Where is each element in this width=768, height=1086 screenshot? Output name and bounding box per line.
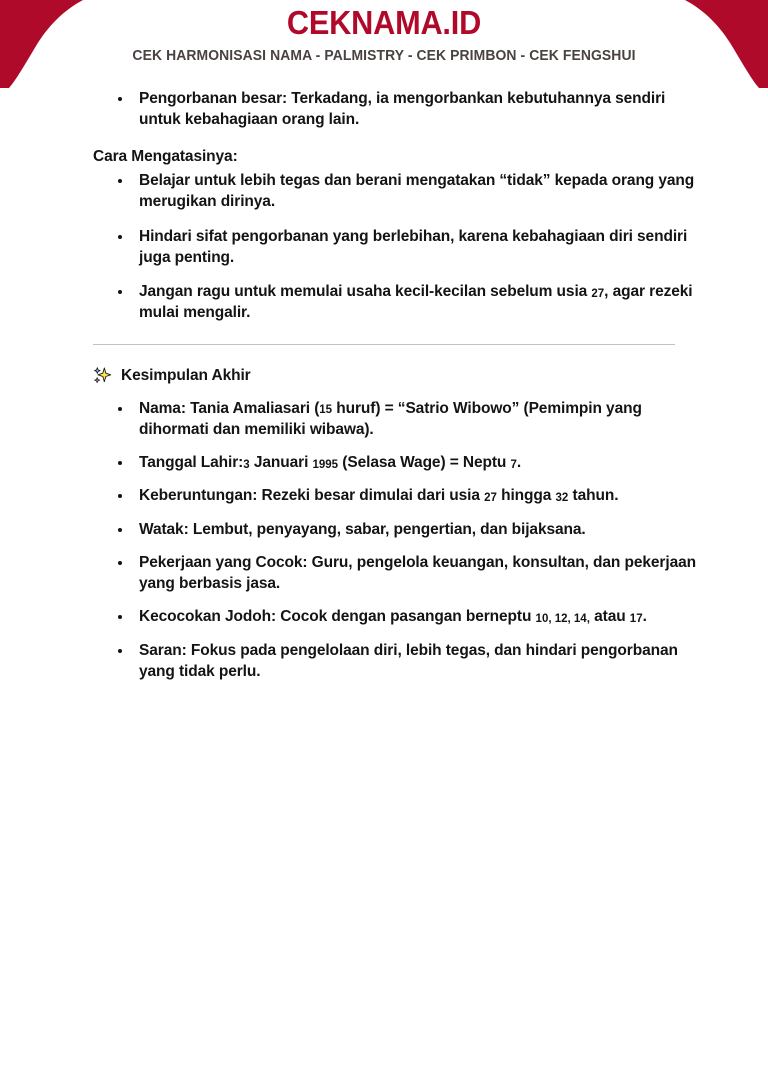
jodoh-text-mid: atau [589, 608, 630, 626]
list-item: Pengorbanan besar: Terkadang, ia mengorbankan kebutuhannya sendiri untuk kebahagiaan orang lain. [93, 88, 700, 130]
section-divider [93, 344, 675, 345]
jangan-ragu-before: Jangan ragu untuk memulai usaha kecil-kecilan sebelum usia [139, 283, 592, 301]
usia-value: 27 [591, 287, 605, 300]
list-item-tanggal-lahir [93, 452, 700, 473]
list-item-keberuntungan [93, 485, 700, 506]
jangan-ragu-after: , agar rezeki mulai mengalir. [139, 283, 693, 322]
saran-label: Saran: [139, 641, 187, 659]
saran-value: Fokus pada pengelolaan diri, lebih tegas, dan hindari pengorbanan yang tidak perlu. [139, 641, 678, 680]
pekerjaan-value: Guru, pengelola keuangan, konsultan, dan pekerjaan yang berbasis jasa. [139, 553, 696, 593]
keberuntungan-text-mid: hingga [496, 487, 556, 505]
paren-open: ( [314, 399, 320, 417]
top-bullet-list [93, 88, 700, 130]
tanggal-lahir-year: 1995 [312, 458, 339, 471]
huruf-count: 15 [319, 404, 333, 417]
list-item [93, 281, 700, 323]
list-item-jodoh [93, 606, 700, 627]
watak-value: Lembut, penyayang, sabar, pengertian, dan bijaksana. [188, 520, 586, 538]
tanggal-lahir-pasaran: (Selasa Wage) = Neptu [338, 454, 511, 472]
list-item: Hindari sifat pengorbanan yang berlebihan, karena kebahagiaan diri sendiri juga penting. [93, 226, 700, 268]
conclusion-heading [93, 366, 700, 386]
watak-label: Watak: [139, 520, 189, 538]
page-content [0, 88, 768, 682]
keberuntungan-text-after: tahun. [568, 487, 619, 505]
list-item-pekerjaan [93, 552, 700, 594]
cara-mengatasinya-list [93, 170, 700, 323]
nama-value: Tania Amaliasari [185, 399, 315, 417]
tanggal-lahir-day: 3 [243, 458, 250, 471]
jodoh-label: Kecocokan Jodoh: [139, 608, 277, 626]
sparkles-icon [93, 366, 113, 386]
list-item-saran [93, 640, 700, 682]
list-item-nama [93, 398, 700, 440]
age-to: 32 [555, 491, 569, 504]
jodoh-text-after: . [642, 608, 647, 626]
keberuntungan-label: Keberuntungan: [139, 487, 258, 505]
list-item-watak [93, 519, 700, 540]
brand-title: CEKNAMA.ID [286, 4, 482, 41]
nama-label: Nama: [139, 399, 186, 417]
conclusion-list [93, 398, 700, 682]
age-from: 27 [484, 491, 497, 504]
brand-subtitle: CEK HARMONISASI NAMA - PALMISTRY - CEK PRIMBON - CEK FENGSHUI [132, 48, 636, 64]
tanggal-lahir-month: Januari [249, 454, 313, 472]
tanggal-lahir-label: Tanggal Lahir: [139, 454, 244, 472]
list-item: Belajar untuk lebih tegas dan berani mengatakan “tidak” kepada orang yang merugikan dirinya. [93, 170, 700, 212]
jodoh-neptu-last: 17 [629, 612, 643, 625]
page-header [0, 0, 768, 88]
nama-meaning: “Satrio Wibowo” [397, 399, 520, 417]
equals-sign: = [380, 399, 398, 417]
jodoh-text-before: Cocok dengan pasangan berneptu [276, 608, 536, 626]
jodoh-neptu-list: 10, 12, 14, [535, 612, 590, 625]
keberuntungan-text-before: Rezeki besar dimulai dari usia [257, 487, 485, 505]
nama-meaning-desc: (Pemimpin yang dihormati dan memiliki wibawa). [139, 399, 642, 438]
huruf-word: huruf) [332, 399, 381, 417]
section-heading-cara-mengatasinya: Cara Mengatasinya: [93, 148, 238, 166]
tanggal-lahir-end: . [516, 454, 522, 472]
neptu-value: 7 [510, 458, 517, 471]
pekerjaan-label: Pekerjaan yang Cocok: [139, 553, 308, 571]
conclusion-heading-label: Kesimpulan Akhir [121, 366, 251, 384]
